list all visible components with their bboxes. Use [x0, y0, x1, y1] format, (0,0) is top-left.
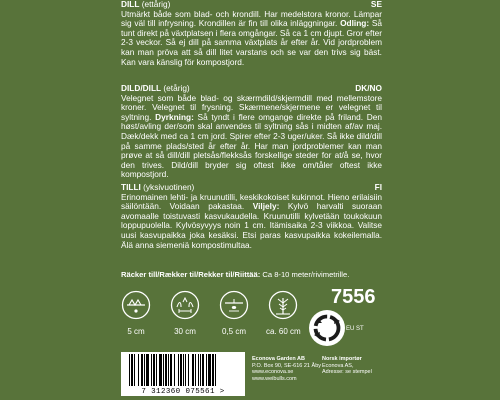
barcode-bar [174, 354, 175, 386]
section-se-body [121, 10, 382, 68]
barcode-bar [198, 354, 199, 386]
section-fi-body [121, 193, 382, 251]
section-dk-no-subtitle: (etårig) [161, 83, 190, 93]
seed-depth-icon [219, 290, 249, 320]
section-se-lang: SE [370, 0, 382, 9]
section-fi-text-a: Erinomainen lehti- ja kruunutilli, keskikokoiset kukinnot. Hieno erilaisiin säilöntään. Voidaan pakastaa. [121, 191, 382, 212]
row-spacing-item [168, 290, 202, 336]
section-fi-lang: FI [374, 182, 382, 192]
barcode-bar [141, 354, 143, 386]
barcode-bar [192, 354, 194, 386]
company-line-2: www.econova.se [252, 369, 294, 376]
eu-standard-label: EU ST [346, 326, 364, 332]
sowing-depth-item [119, 290, 153, 336]
section-dk-no-body [121, 94, 382, 180]
section-fi-title: TILLI [121, 182, 141, 192]
row-spacing-icon [170, 290, 200, 320]
company-address [252, 356, 321, 382]
row-spacing-caption: 30 cm [174, 327, 196, 336]
section-dk-no-text-a: Velegnet som både blad- og skærmdild/skjermdill med mellemstore kroner. Velegnet til frysning. Skærmene/skjermene er velegnet til syltning. [121, 92, 382, 122]
section-fi-text-b: Kylvö harvalti suoraan avomaalle toistuvasti kasvukaudella. Kruunutilli kylvetään toukokuun loppupuolella. Kylvösyvyys noin 1 cm. Itämisaika 2-3 viikkoa. Valitse uusi kasvupaikka joka kesäksi. Etsi paras kasvupaikka kokeilemalla. Älä anna siemeniä kompostimultaa. [121, 201, 382, 250]
plant-height-caption: ca. 60 cm [266, 327, 301, 336]
barcode-bar [215, 354, 216, 386]
barcode-bar [200, 354, 201, 386]
barcode-bar [144, 354, 145, 386]
section-se-label: Odling: [340, 18, 370, 29]
barcode-number: 7 312360 075561 > [141, 388, 225, 396]
barcode-bars [121, 352, 245, 388]
section-fi-subtitle: (yksivuotinen) [140, 182, 195, 192]
recycling-mobius-icon [308, 309, 346, 347]
barcode-bar [159, 354, 162, 386]
barcode-bar [206, 354, 207, 386]
section-dk-no-title: DILD/DILL [121, 83, 162, 93]
barcode-bar [168, 354, 169, 386]
section-dk-no-label: Dyrkning: [155, 111, 194, 122]
section-dk-no-lang: DK/NO [355, 83, 382, 93]
barcode-bar [185, 354, 186, 386]
section-fi [121, 183, 382, 250]
barcode-bar [146, 354, 149, 386]
section-se [121, 0, 382, 67]
section-se-title: DILL [121, 0, 140, 9]
section-se-text-a: Utmärkt både som blad- och krondill. Har medelstora kronor. Lämpar sig väl till infrysning. Krondillen är fin till olika inläggningar. [121, 8, 382, 29]
barcode-bar [131, 354, 133, 386]
importer-title: Norsk importør [322, 356, 362, 362]
barcode-bar [183, 354, 184, 386]
barcode-bar [170, 354, 172, 386]
barcode-bar [180, 354, 182, 386]
sowing-amount-value: Ca 8-10 meter/rivimetrille. [260, 270, 350, 279]
importer-line-1: Econova AS, [322, 362, 354, 369]
plant-height-icon [268, 290, 298, 320]
seed-depth-item [217, 290, 251, 336]
plant-height-item [266, 290, 300, 336]
section-fi-label: Viljely: [252, 201, 280, 212]
barcode-bar [202, 354, 204, 386]
barcode-bar [178, 354, 179, 386]
barcode [121, 352, 245, 396]
importer-line-2: Adresse: se stempel [322, 369, 372, 376]
barcode-bar [195, 354, 196, 386]
sowing-depth-caption: 5 cm [127, 327, 145, 336]
cultivation-icons [119, 290, 319, 346]
barcode-bar [151, 354, 152, 386]
barcode-bar [188, 354, 189, 386]
company-line-1: P.O. Box 90, SE-616 21 Åby [252, 362, 321, 369]
sowing-depth-icon [121, 290, 151, 320]
barcode-bar [212, 354, 214, 386]
barcode-bar [156, 354, 157, 386]
section-se-text-b: Så tunt direkt på växtplatsen i flera omgångar. Så ca 1 cm djupt. Gror efter 2-3 veckor. Så ej dill på samma växtplats år efter år. Vid jordproblem kan man pröva att så dill litet varstans och se var den trivs sig bäst. Kan vara känslig för kompostjord. [121, 18, 383, 67]
section-dk-no-text-b: Så tyndt i flere omgange direkte på friland. Den høst/avling der/som skal anvendes til syltning sås i midten af/av maj. Dæk/dekk med ca 1 cm jord. Spirer efter 2-3 uger/uker. Så ikke dild/dill på samme plads/sted år efter år. Har man jordproblemer kan man prøve at så dill/dill pletsås/flekksås forskellige steder for at/å se, hvor den trives. Dild/dill bryder sig oftest ikke om/tåler oftest ikke kompostjord. [121, 111, 382, 180]
barcode-bar [138, 354, 139, 386]
section-se-subtitle: (ettårig) [139, 0, 171, 9]
company-line-3: www.weibulls.com [252, 375, 297, 382]
barcode-bar [129, 354, 130, 386]
sowing-amount-label: Räcker till/Rækker til/Rekker til/Riittää: [121, 270, 261, 279]
barcode-bar [208, 354, 211, 386]
product-code: 7556 [331, 286, 376, 308]
company-name: Econova Garden AB [252, 356, 305, 362]
barcode-bar [165, 354, 167, 386]
sowing-amount [121, 270, 382, 280]
section-dk-no [121, 84, 382, 180]
barcode-bar [153, 354, 155, 386]
barcode-bar [163, 354, 164, 386]
seed-depth-caption: 0,5 cm [221, 327, 246, 336]
barcode-bar [134, 354, 135, 386]
importer-address [322, 356, 372, 376]
